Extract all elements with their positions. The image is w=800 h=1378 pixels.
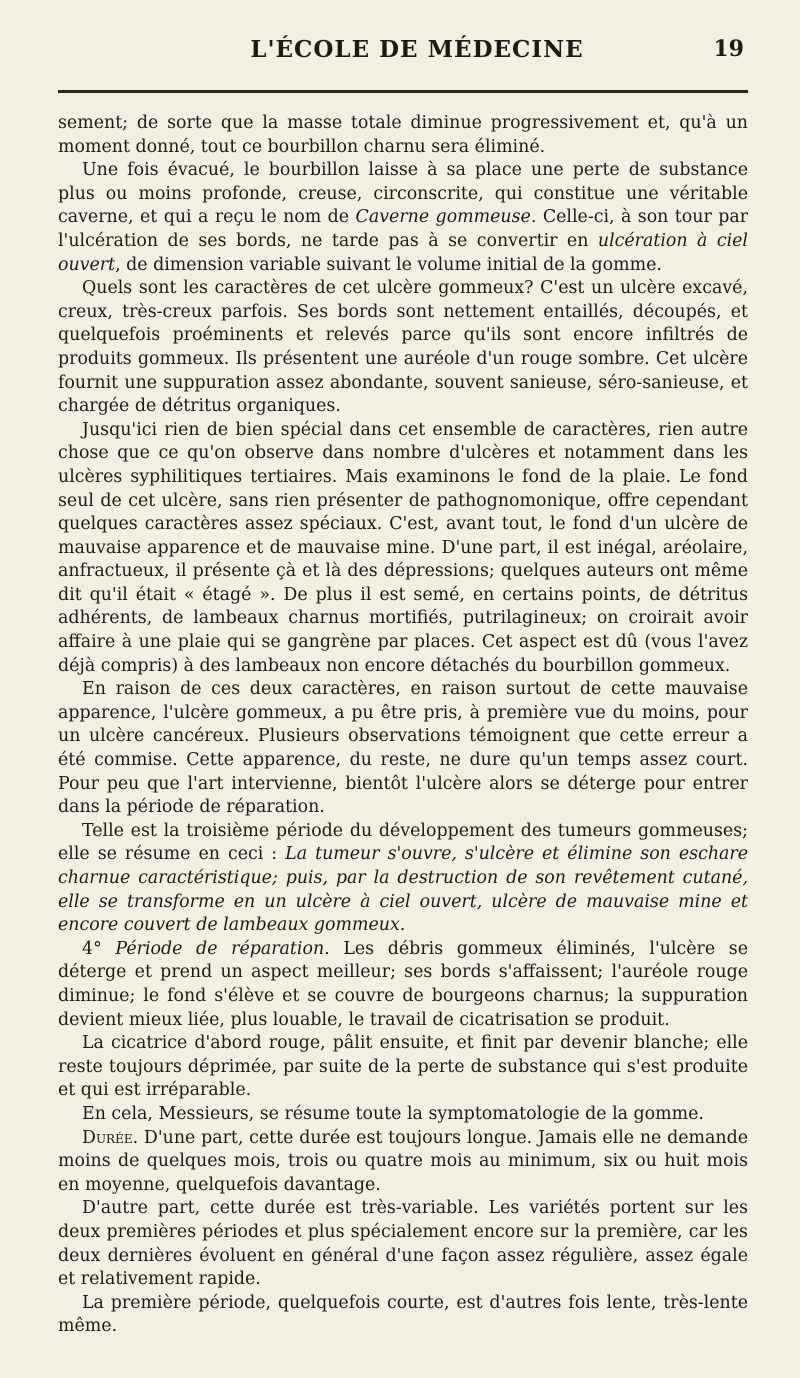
paragraph <box>58 1032 748 1103</box>
italic-text: Période de réparation <box>115 938 325 959</box>
text-run: Jusqu'ici rien de bien spécial dans cet ensemble de caractères, rien autre chose que ce qu'on observe dans nombre d'ulcères et notamment dans les ulcères syphilitiques tertiaires. Mais examinons le fond de la plaie. Le fond seul de cet ulcère, sans rien présenter de pathognomonique, offre cependant quelques caractères assez spéciaux. C'est, avant tout, le fond d'un ulcère de mauvaise apparence et de mauvaise mine. D'une part, il est inégal, aréolaire, anfractueux, il présente çà et là des dépressions; quelques auteurs ont même dit qu'il était « étagé ». De plus il est semé, en certains points, de détritus adhérents, de lambeaux charnus mortifiés, putrilagineux; on croirait avoir affaire à une plaie qui se gangrène par places. Cet aspect est dû (vous l'avez déjà compris) à des lambeaux non encore détachés du bourbillon gommeux. <box>58 419 748 676</box>
italic-text: La tumeur s'ouvre, s'ulcère et élimine son eschare charnue caractéristique; puis, par la destruction de son revêtement cutané, elle se transforme en un ulcère à ciel ouvert, ulcère de mauvaise mine et encore couvert de lambeaux gommeux. <box>58 844 748 936</box>
smallcaps-text: Durée <box>82 1127 133 1148</box>
text-run: Une fois évacué, le bourbillon laisse à sa place une perte de substance plus ou moins profonde, creuse, circonscrite, qui constitue une véritable caverne, et qui a reçu le nom de <box>58 160 748 228</box>
paragraph <box>58 1197 748 1291</box>
italic-text: Caverne gommeuse <box>355 207 531 228</box>
page-header <box>96 34 744 68</box>
paragraph <box>58 1103 748 1127</box>
paragraph <box>58 1292 748 1339</box>
text-run: 4° <box>82 938 116 959</box>
text-run: La cicatrice d'abord rouge, pâlit ensuite, et finit par devenir blanche; elle reste toujours déprimée, par suite de la perte de substance qui s'est produite et qui est irréparable. <box>58 1033 748 1101</box>
text-run: En cela, Messieurs, se résume toute la symptomatologie de la gomme. <box>82 1103 704 1124</box>
running-title: L'ÉCOLE DE MÉDECINE <box>250 36 584 63</box>
paragraph <box>58 820 748 938</box>
text-run: Quels sont les caractères de cet ulcère gommeux? C'est un ulcère excavé, creux, très-creux parfois. Ses bords sont nettement entaillés, découpés, et quelquefois proéminents et relevés parce qu'ils sont encore infiltrés de produits gommeux. Ils présentent une auréole d'un rouge sombre. Cet ulcère fournit une suppuration assez abondante, souvent sanieuse, séro-sanieuse, et chargée de détritus organiques. <box>58 278 748 417</box>
page-number: 19 <box>713 36 744 62</box>
text-run: , de dimension variable suivant le volume initial de la gomme. <box>115 254 662 275</box>
text-run: sement; de sorte que la masse totale diminue progressivement et, qu'à un moment donné, tout ce bourbillon charnu sera éliminé. <box>58 113 748 157</box>
text-run: En raison de ces deux caractères, en raison surtout de cette mauvaise apparence, l'ulcère gommeux, a pu être pris, à première vue du moins, pour un ulcère cancéreux. Plusieurs observations témoignent que cette erreur a été commise. Cette apparence, du reste, ne dure qu'un temps assez court. Pour peu que l'art intervienne, bientôt l'ulcère alors se déterge pour entrer dans la période de réparation. <box>58 679 748 818</box>
paragraph <box>58 277 748 419</box>
text-run: . Celle-ci, à son tour par l'ulcération de ses bords, ne tarde pas à se convertir en <box>58 207 749 251</box>
paragraph <box>58 112 748 159</box>
paragraph <box>58 938 748 1032</box>
text-run: . D'une part, cette durée est toujours longue. Jamais elle ne demande moins de quelques mois, trois ou quatre mois au minimum, six ou huit mois en moyenne, quelquefois davantage. <box>58 1127 748 1195</box>
paragraph <box>58 419 748 679</box>
text-run: . Les débris gommeux éliminés, l'ulcère se déterge et prend un aspect meilleur; ses bords s'affaissent; l'auréole rouge diminue; le fond s'élève et se couvre de bourgeons charnus; la suppuration devient mieux liée, plus louable, le travail de cicatrisation se produit. <box>58 938 748 1030</box>
text-run: La première période, quelquefois courte, est d'autres fois lente, très-lente même. <box>58 1292 748 1337</box>
text-run: Telle est la troisième période du développement des tumeurs gommeuses; elle se résume en ceci : <box>58 820 748 865</box>
text-run: D'autre part, cette durée est très-variable. Les variétés portent sur les deux premières périodes et plus spécialement encore sur la première, car les deux dernières évoluent en général d'une façon assez régulière, assez égale et relativement rapide. <box>58 1198 748 1290</box>
italic-text: ulcération à ciel ouvert <box>58 230 748 275</box>
paragraph <box>58 678 748 820</box>
paragraph <box>58 159 748 277</box>
paragraph <box>58 1127 748 1198</box>
header-rule <box>58 90 748 93</box>
body-text <box>58 112 748 1339</box>
